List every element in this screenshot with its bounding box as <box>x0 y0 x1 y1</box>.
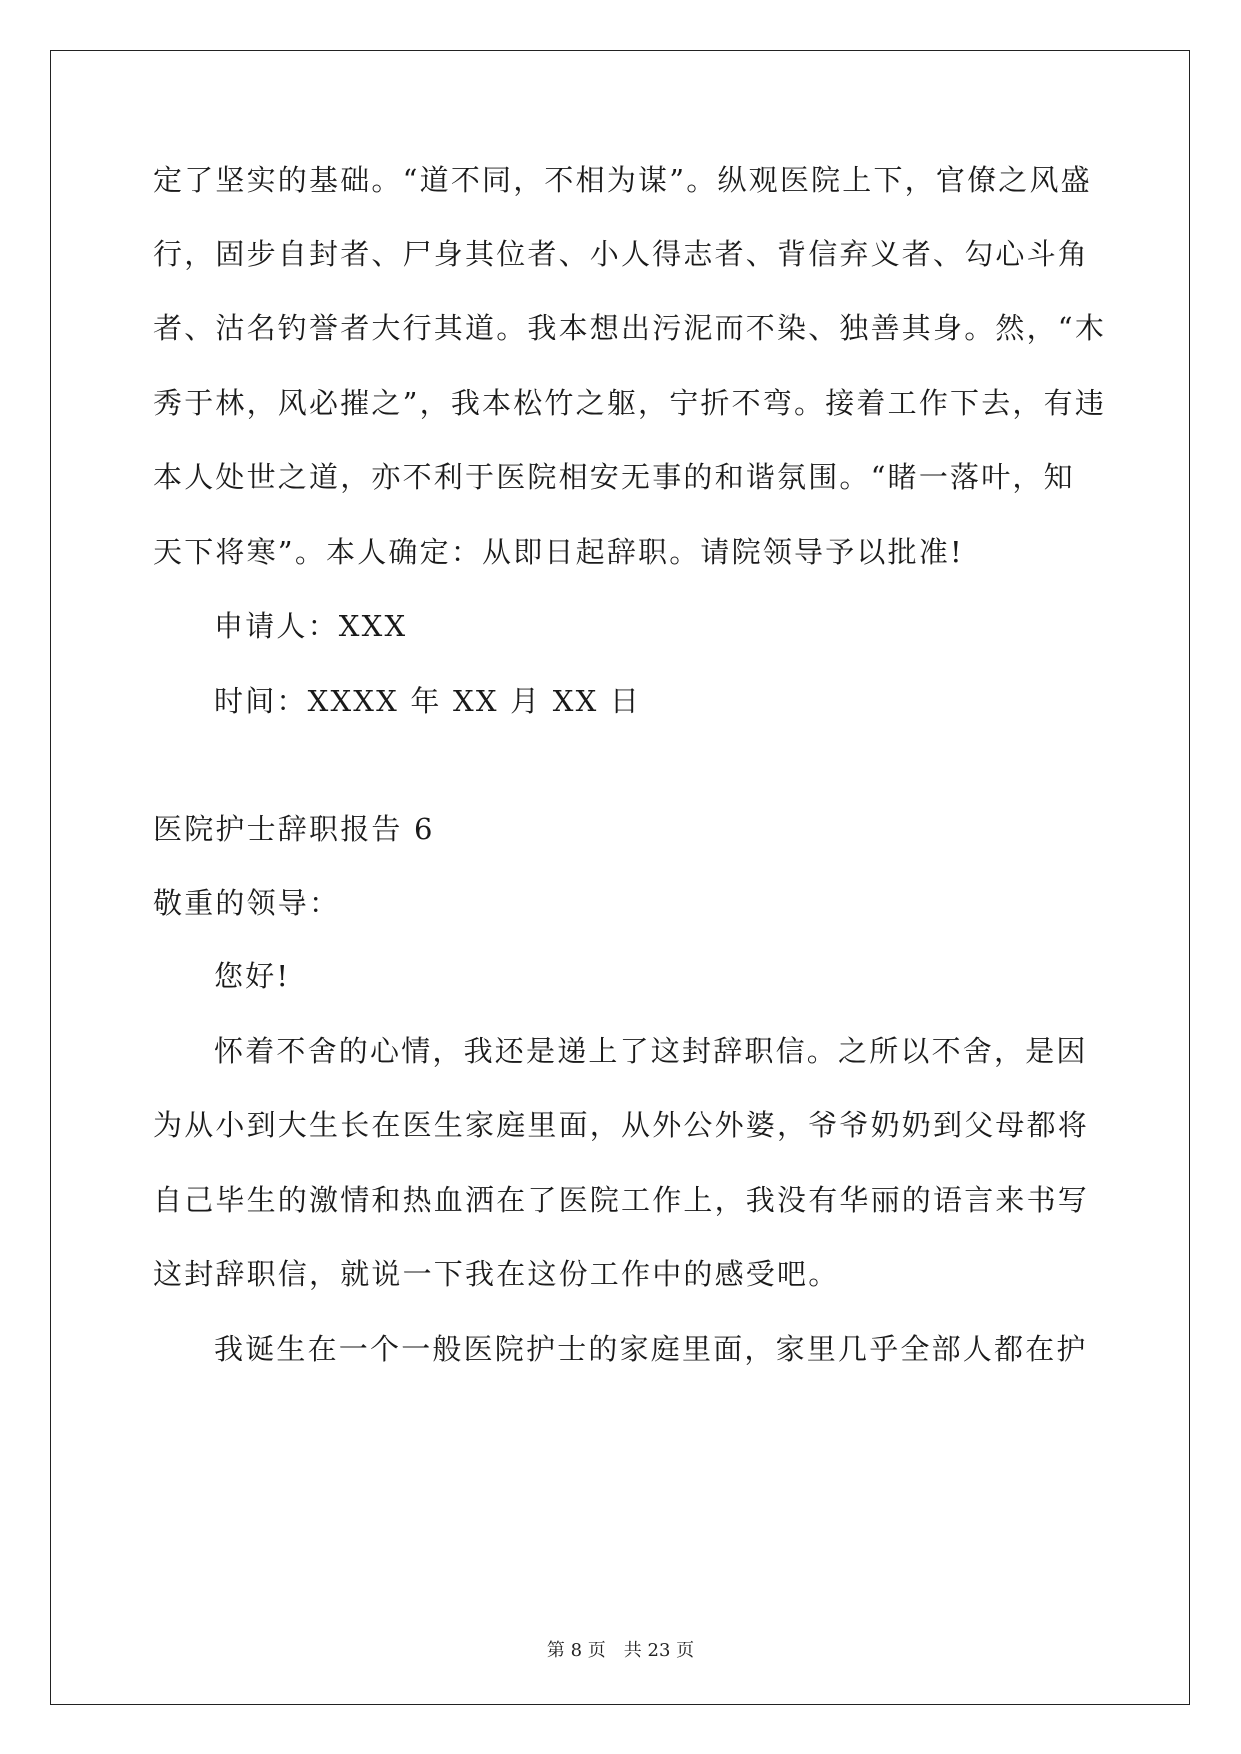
body-line: 这封辞职信，就说一下我在这份工作中的感受吧。 <box>153 1257 840 1291</box>
section-heading: 医院护士辞职报告 6 <box>153 812 435 846</box>
body-line: 秀于林，风必摧之”，我本松竹之躯，宁折不弯。接着工作下去，有违 <box>153 386 1107 420</box>
greeting: 您好! <box>214 959 291 993</box>
page-border <box>50 50 1190 1705</box>
body-line: 我诞生在一个一般医院护士的家庭里面，家里几乎全部人都在护 <box>214 1332 1088 1366</box>
body-line: 天下将寒”。本人确定：从即日起辞职。请院领导予以批准! <box>153 535 964 569</box>
body-line: 者、沽名钓誉者大行其道。我本想出污泥而不染、独善其身。然，“木 <box>153 311 1107 345</box>
body-line: 自己毕生的激情和热血洒在了医院工作上，我没有华丽的语言来书写 <box>153 1183 1090 1217</box>
salutation: 敬重的领导： <box>153 886 341 920</box>
applicant-line: 申请人：XXX <box>214 609 408 643</box>
date-line: 时间：XXXX 年 XX 月 XX 日 <box>214 684 642 718</box>
body-line: 怀着不舍的心情，我还是递上了这封辞职信。之所以不舍，是因 <box>214 1034 1088 1068</box>
body-line: 本人处世之道，亦不利于医院相安无事的和谐氛围。“睹一落叶，知 <box>153 460 1075 494</box>
body-line: 行，固步自封者、尸身其位者、小人得志者、背信弃义者、勾心斗角 <box>153 237 1090 271</box>
page-number: 第 8 页 共 23 页 <box>546 1640 695 1661</box>
body-line: 为从小到大生长在医生家庭里面，从外公外婆，爷爷奶奶到父母都将 <box>153 1108 1090 1142</box>
body-line: 定了坚实的基础。“道不同，不相为谋”。纵观医院上下，官僚之风盛 <box>153 163 1092 197</box>
